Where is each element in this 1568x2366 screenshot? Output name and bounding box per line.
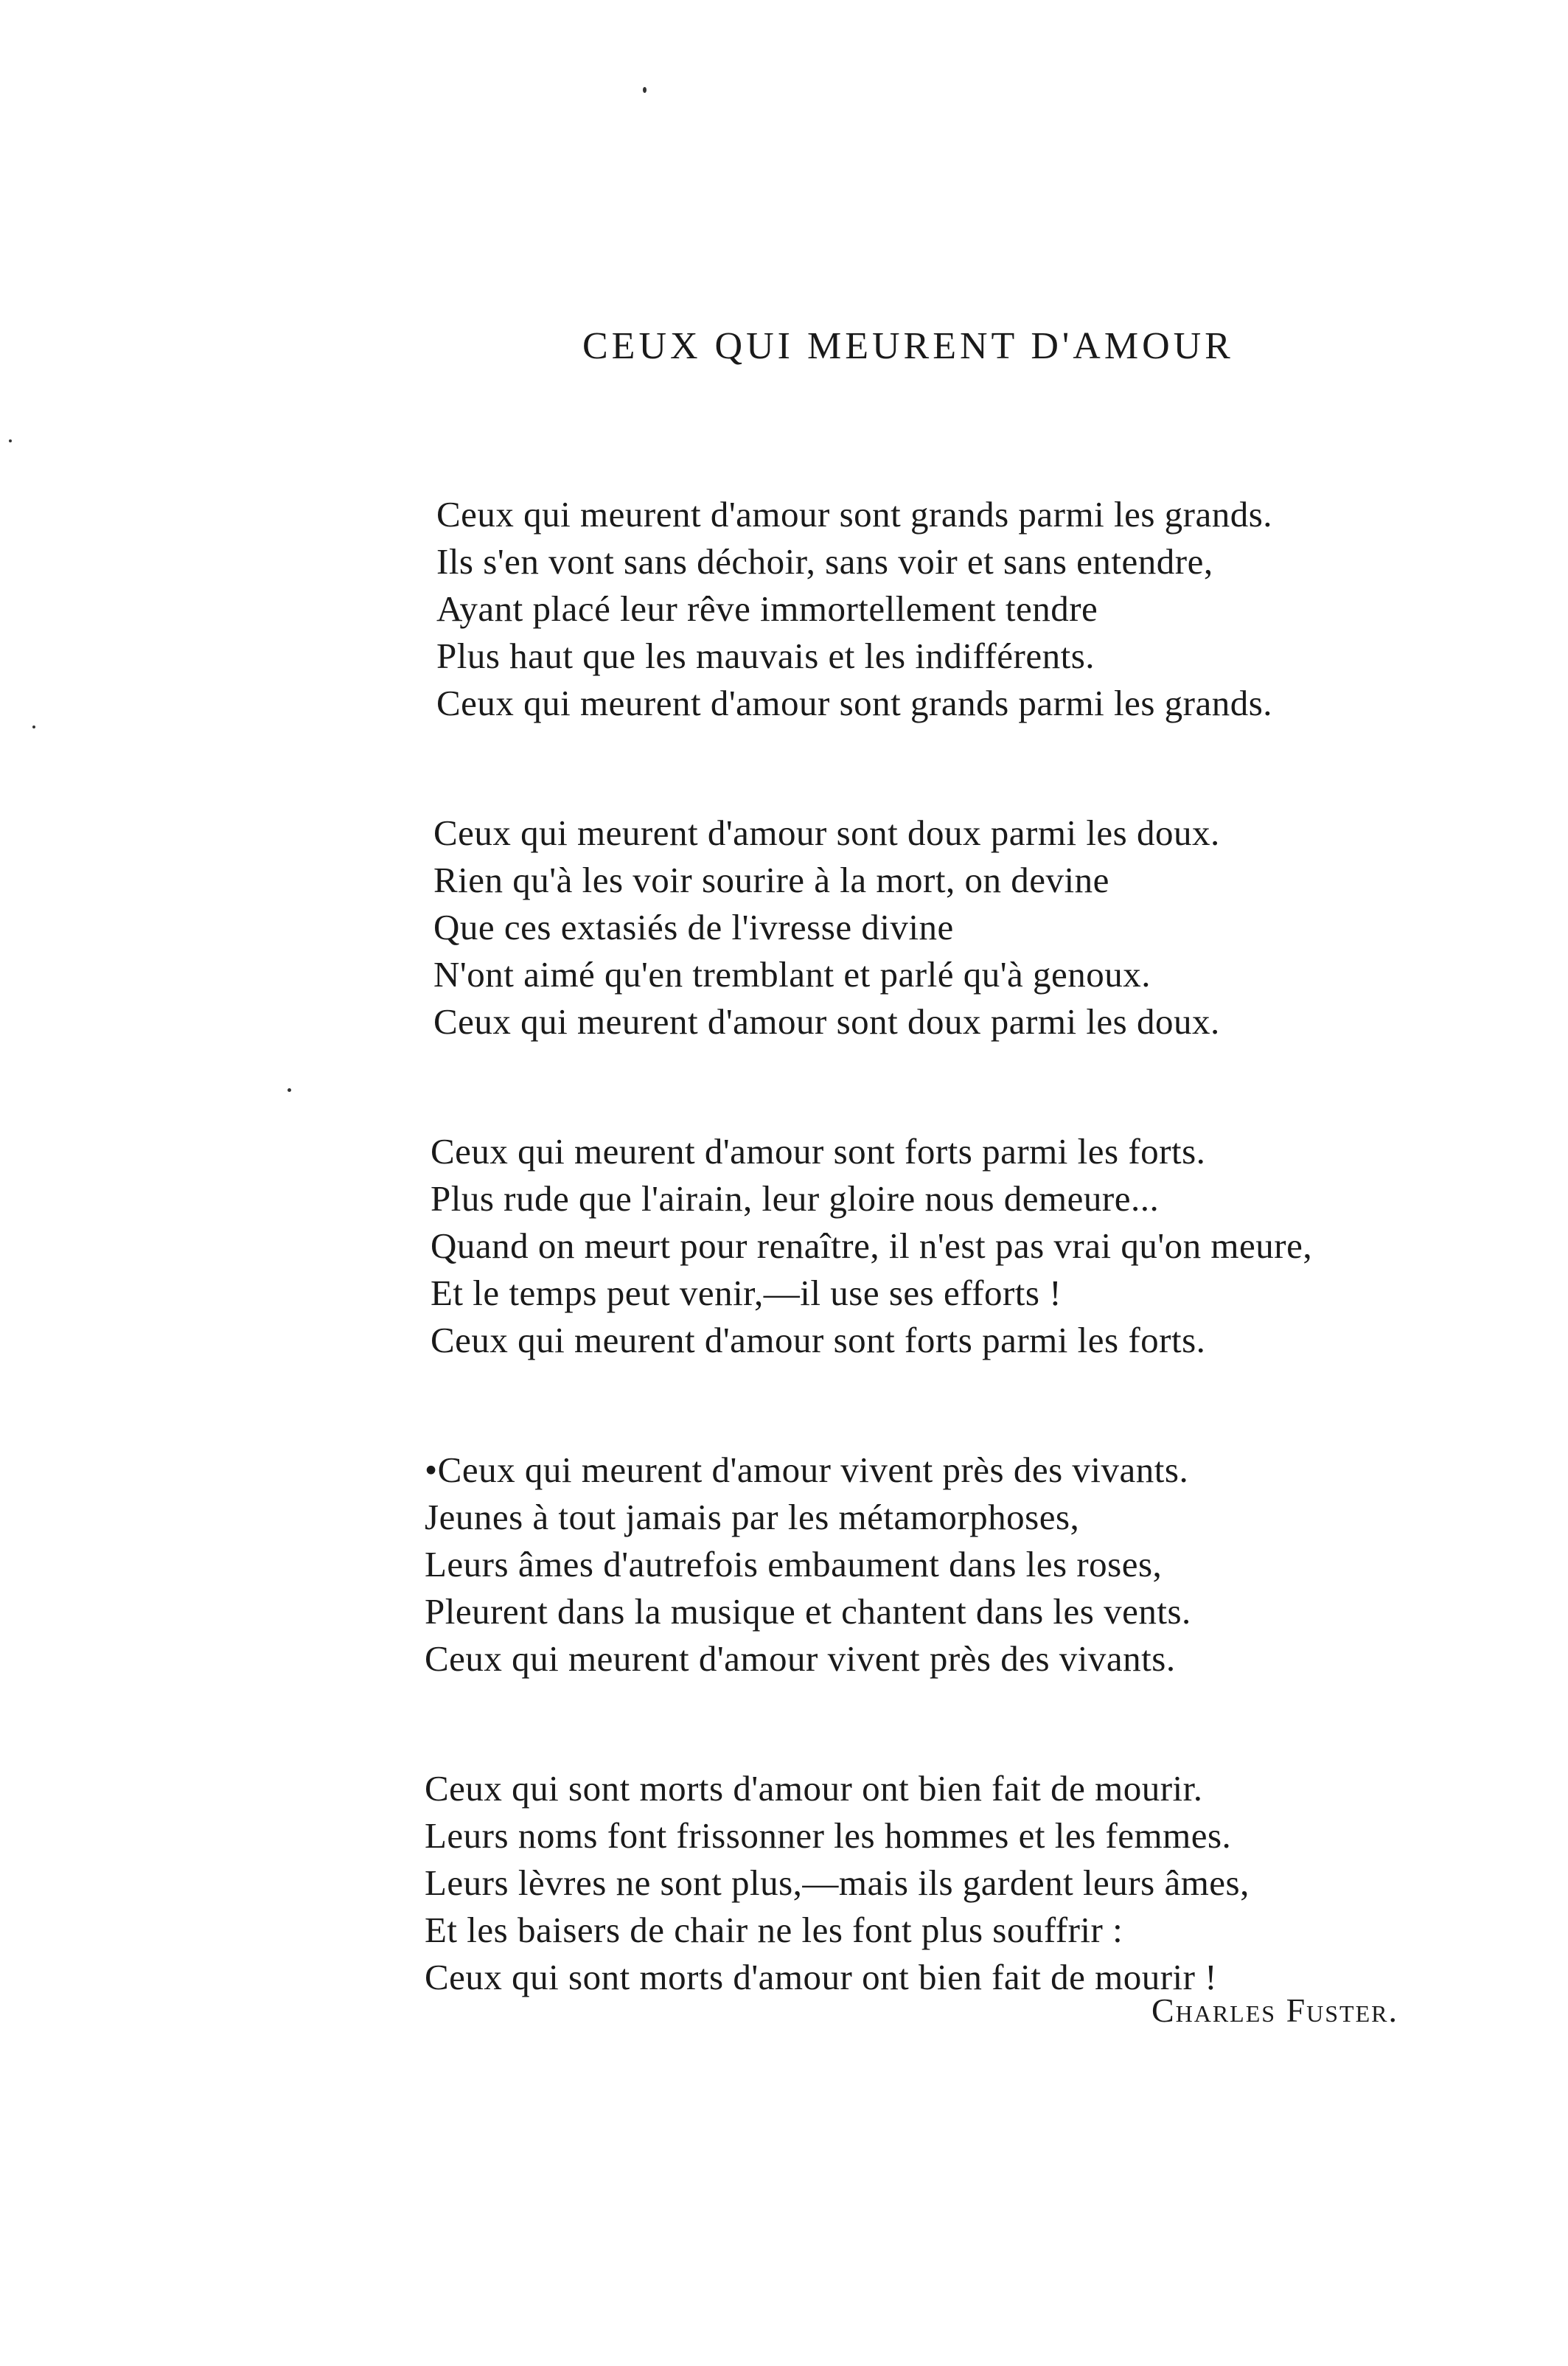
- author-signature: Charles Fuster.: [1151, 1991, 1398, 2029]
- verse-line: Ceux qui meurent d'amour sont doux parmi les doux.: [433, 813, 1220, 853]
- verse-line: Leurs lèvres ne sont plus,—mais ils gardent leurs âmes,: [425, 1862, 1250, 1903]
- scan-speck: [288, 1088, 291, 1092]
- verse-line: Ceux qui meurent d'amour sont doux parmi les doux.: [433, 1001, 1220, 1042]
- verse-line: N'ont aimé qu'en tremblant et parlé qu'à genoux.: [433, 954, 1151, 995]
- stanza: [436, 491, 1457, 727]
- scan-speck: [643, 87, 647, 93]
- verse-line: •Ceux qui meurent d'amour vivent près des vivants.: [425, 1450, 1189, 1490]
- verse-line: Que ces extasiés de l'ivresse divine: [433, 907, 954, 947]
- poem-body: [425, 491, 1457, 2084]
- verse-line: Leurs âmes d'autrefois embaument dans les roses,: [425, 1544, 1163, 1584]
- verse-line: Ceux qui meurent d'amour sont forts parmi les forts.: [431, 1320, 1206, 1360]
- verse-line: Plus haut que les mauvais et les indifférents.: [436, 636, 1095, 676]
- verse-line: Ceux qui sont morts d'amour ont bien fait de mourir !: [425, 1957, 1218, 1997]
- stanza: [425, 1765, 1457, 2001]
- verse-line: Rien qu'à les voir sourire à la mort, on devine: [433, 860, 1109, 900]
- verse-line: Et le temps peut venir,—il use ses efforts !: [431, 1273, 1062, 1313]
- verse-line: Jeunes à tout jamais par les métamorphoses,: [425, 1497, 1080, 1537]
- verse-line: Ceux qui meurent d'amour sont grands parmi les grands.: [436, 683, 1273, 723]
- verse-line: Et les baisers de chair ne les font plus souffrir :: [425, 1910, 1123, 1950]
- verse-line: Plus rude que l'airain, leur gloire nous demeure...: [431, 1178, 1160, 1219]
- verse-line: Ceux qui sont morts d'amour ont bien fait de mourir.: [425, 1768, 1203, 1809]
- verse-line: Ceux qui meurent d'amour sont forts parmi les forts.: [431, 1131, 1206, 1172]
- stanza: [433, 810, 1457, 1045]
- verse-line: Ceux qui meurent d'amour vivent près des vivants.: [425, 1638, 1176, 1679]
- poem-title: CEUX QUI MEURENT D'AMOUR: [582, 325, 1234, 367]
- stanza: [431, 1128, 1457, 1364]
- scan-speck: [9, 439, 12, 442]
- stanza: [425, 1447, 1457, 1683]
- verse-line: Quand on meurt pour renaître, il n'est pas vrai qu'on meure,: [431, 1225, 1313, 1266]
- verse-line: Ayant placé leur rêve immortellement tendre: [436, 588, 1098, 629]
- verse-line: Ils s'en vont sans déchoir, sans voir et sans entendre,: [436, 541, 1213, 582]
- verse-line: Pleurent dans la musique et chantent dans les vents.: [425, 1591, 1191, 1632]
- verse-line: Leurs noms font frissonner les hommes et les femmes.: [425, 1815, 1232, 1856]
- scan-speck: [32, 726, 35, 728]
- verse-line: Ceux qui meurent d'amour sont grands parmi les grands.: [436, 494, 1273, 535]
